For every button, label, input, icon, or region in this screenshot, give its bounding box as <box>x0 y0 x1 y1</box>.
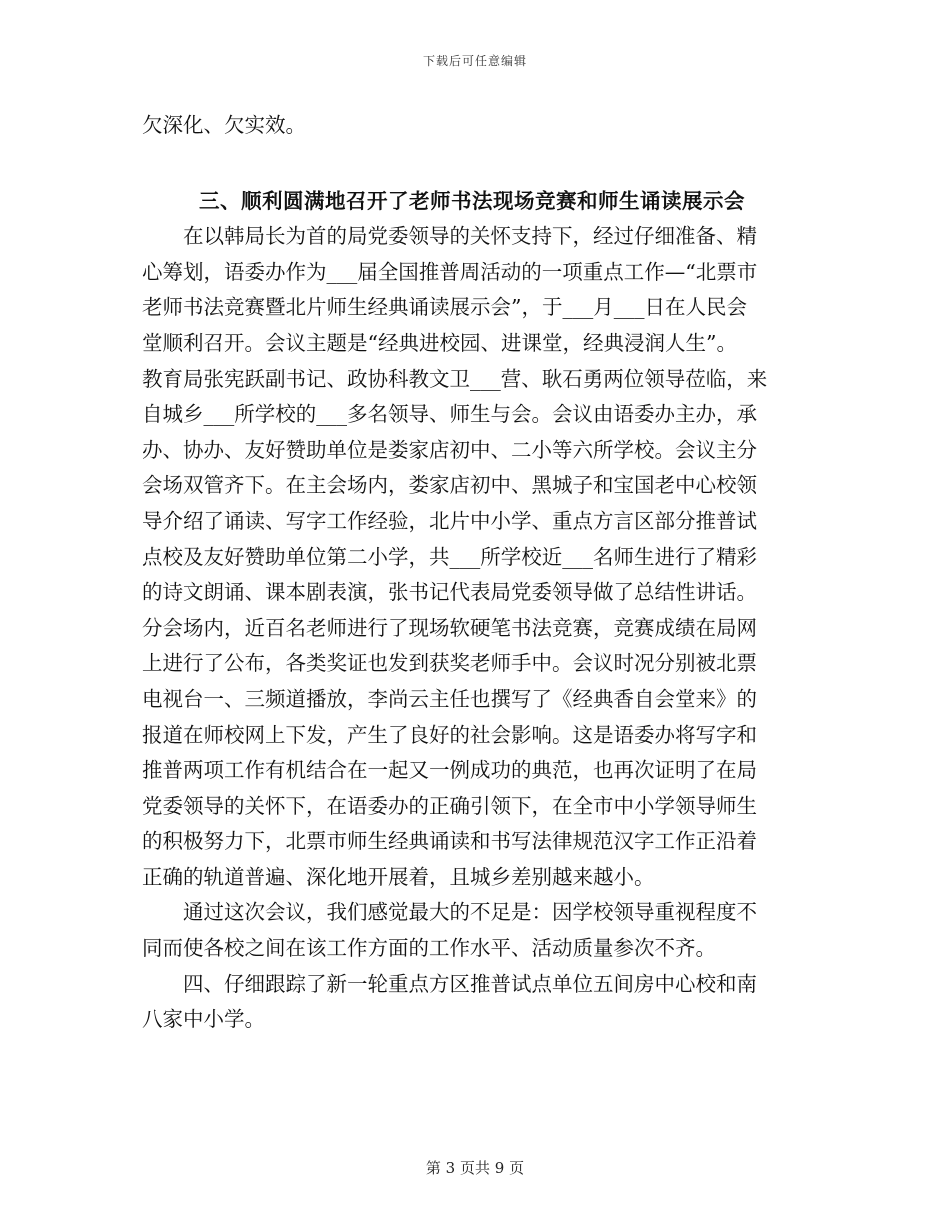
text-line: 推普两项工作有机结合在一起又一例成功的典范，也再次证明了在局 <box>142 758 757 783</box>
text-line: 在以韩局长为首的局党委领导的关怀支持下，经过仔细准备、精 <box>142 224 757 249</box>
page-header: 下载后可任意编辑 <box>422 54 527 68</box>
text-line: 电视台一、三频道播放，李尚云主任也撰写了《经典香自会堂来》的 <box>142 686 757 711</box>
text-line: 堂顺利召开。会议主题是“经典进校园、进课堂，经典浸润人生”。 <box>142 330 737 355</box>
text-line: 老师书法竞赛暨北片师生经典诵读展示会”，于___月___日在人民会 <box>142 295 747 320</box>
text-line: 党委领导的关怀下，在语委办的正确引领下，在全市中小学领导师生 <box>142 793 757 818</box>
text-line: 同而使各校之间在该工作方面的工作水平、活动质量参次不齐。 <box>142 936 716 961</box>
text-line: 会场双管齐下。在主会场内，娄家店初中、黑城子和宝国老中心校领 <box>142 473 757 498</box>
text-line: 正确的轨道普遍、深化地开展着，且城乡差别越来越小。 <box>142 864 655 889</box>
text-line: 点校及友好赞助单位第二小学，共___所学校近___名师生进行了精彩 <box>142 544 757 569</box>
text-line: 分会场内，近百名老师进行了现场软硬笔书法竞赛，竞赛成绩在局网 <box>142 615 757 640</box>
text-line: 教育局张宪跃副书记、政协科教文卫___营、耿石勇两位领导莅临，来 <box>142 366 768 391</box>
text-line: 的诗文朗诵、课本剧表演，张书记代表局党委领导做了总结性讲话。 <box>142 580 757 605</box>
text-line: 上进行了公布，各类奖证也发到获奖老师手中。会议时况分别被北票 <box>142 651 757 676</box>
text-line: 报道在师校网上下发，产生了良好的社会影响。这是语委办将写字和 <box>142 722 757 747</box>
text-line: 自城乡___所学校的___多名领导、师生与会。会议由语委办主办，承 <box>142 402 757 427</box>
text-line: 心筹划，语委办作为___届全国推普周活动的一项重点工作—“北票市 <box>142 259 758 284</box>
text-line: 欠深化、欠实效。 <box>142 113 306 137</box>
text-line: 导介绍了诵读、写字工作经验，北片中小学、重点方言区部分推普试 <box>142 508 757 533</box>
page-number: 第 3 页共 9 页 <box>425 1159 525 1177</box>
text-line: 办、协办、友好赞助单位是娄家店初中、二小等六所学校。会议主分 <box>142 437 757 462</box>
text-line: 四、仔细跟踪了新一轮重点方区推普试点单位五间房中心校和南 <box>142 971 757 996</box>
section-heading: 三、顺利圆满地召开了老师书法现场竞赛和师生诵读展示会 <box>199 188 745 213</box>
document-body <box>142 108 802 1038</box>
text-line: 的积极努力下，北票市师生经典诵读和书写法律规范汉字工作正沿着 <box>142 829 757 854</box>
text-line: 通过这次会议，我们感觉最大的不足是：因学校领导重视程度不 <box>142 900 757 925</box>
text-line: 八家中小学。 <box>142 1007 265 1032</box>
